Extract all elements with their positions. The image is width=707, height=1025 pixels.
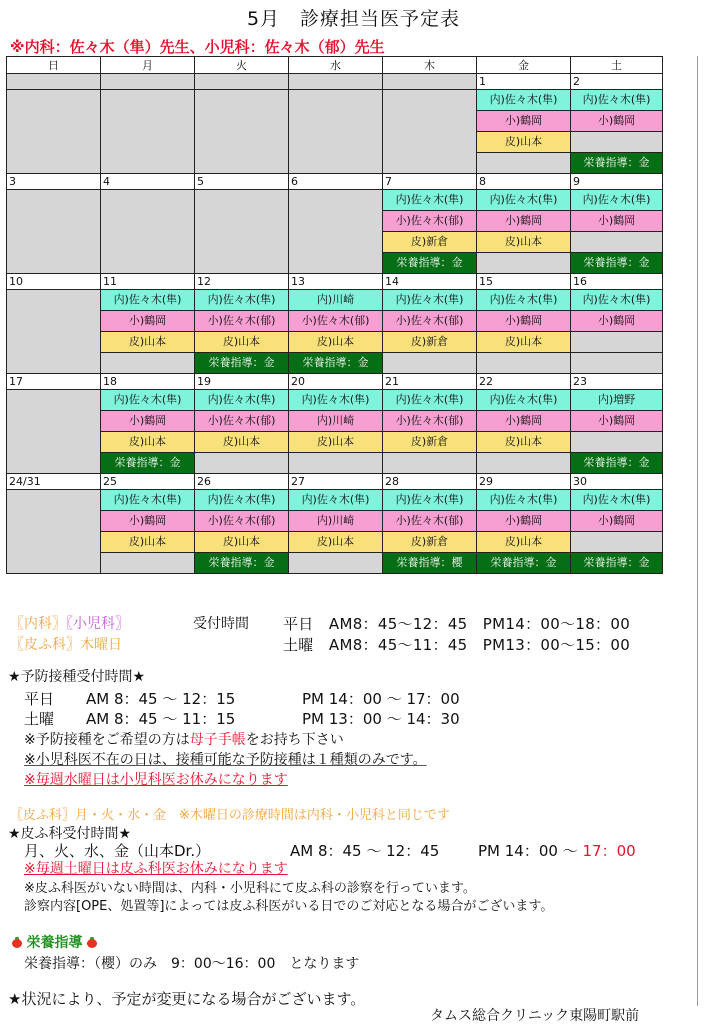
closed-day-cell (195, 90, 289, 174)
slot-hifu: 皮)山本 (477, 132, 571, 153)
vaccine-note-single: ※小児科医不在の日は、接種可能な予防接種は１種類のみです。 (24, 752, 427, 768)
nutrition-heading: 栄養指導 (26, 935, 83, 951)
slot-naika: 内)佐々木(隼) (477, 290, 571, 311)
slot-row (7, 90, 663, 111)
date-cell (383, 74, 477, 90)
derma-note-ope: 診察内容[OPE、処置等]によっては皮ふ科医がいる日でのご対応となる場合がございます。 (24, 899, 554, 914)
slot-row (7, 453, 663, 474)
slot-empty (195, 453, 289, 474)
slot-eiyo: 栄養指導：金 (571, 253, 663, 274)
date-cell: 13 (289, 274, 383, 290)
slot-naika: 内)川崎 (289, 290, 383, 311)
reception-tags-line (10, 613, 129, 633)
slot-naika: 内)佐々木(隼) (571, 290, 663, 311)
slot-naika: 内)佐々木(隼) (383, 190, 477, 211)
slot-hifu: 皮)山本 (195, 332, 289, 353)
slot-row (7, 390, 663, 411)
vaccine-note-wednesday: ※毎週水曜日は小児科医お休みになります (24, 772, 288, 788)
slot-naika: 内)佐々木(隼) (477, 390, 571, 411)
reception-weekday-hours: 平日 AM8：45～12：45 PM14：00～18：00 (283, 615, 631, 633)
vaccine-sat-am: AM 8：45 ～ 11：15 (86, 710, 236, 728)
date-cell: 7 (383, 174, 477, 190)
date-cell (289, 74, 383, 90)
slot-naika: 内)佐々木(隼) (383, 290, 477, 311)
slot-empty (571, 132, 663, 153)
schedule-calendar (6, 56, 663, 574)
vaccine-note1-red: 母子手帳 (189, 732, 246, 748)
slot-eiyo: 栄養指導：櫻 (383, 553, 477, 574)
date-cell: 12 (195, 274, 289, 290)
tag-naika: 〖内科〗 (10, 616, 66, 632)
slot-naika: 内)佐々木(隼) (571, 490, 663, 511)
slot-naika: 内)佐々木(隼) (195, 390, 289, 411)
slot-shoni: 小)鶴岡 (571, 111, 663, 132)
clinic-name: タムス総合クリニック東陽町駅前 (430, 1008, 640, 1024)
slot-empty (571, 232, 663, 253)
slot-eiyo: 栄養指導：金 (383, 253, 477, 274)
closed-day-cell (101, 90, 195, 174)
weekday-header-row (7, 57, 663, 74)
slot-eiyo: 栄養指導：金 (571, 453, 663, 474)
closed-day-cell (7, 490, 101, 574)
slot-empty (101, 553, 195, 574)
date-cell: 2 (571, 74, 663, 90)
slot-hifu: 皮)新倉 (383, 532, 477, 553)
derma-days: 月、火、水、金（山本Dr.） (24, 842, 211, 860)
date-cell: 27 (289, 474, 383, 490)
vaccine-weekday-label: 平日 (24, 690, 55, 708)
slot-empty (477, 253, 571, 274)
slot-naika: 内)佐々木(隼) (477, 490, 571, 511)
slot-shoni: 小)鶴岡 (101, 311, 195, 332)
date-cell: 23 (571, 374, 663, 390)
derma-note-saturday: ※毎週土曜日は皮ふ科医お休みになります (24, 861, 288, 877)
derma-am: AM 8：45 ～ 12：45 (290, 842, 440, 860)
date-cell: 14 (383, 274, 477, 290)
slot-shoni: 小)佐々木(郁) (289, 311, 383, 332)
vaccine-note1-post: をお持ち下さい (245, 732, 344, 748)
derma-tag-line: 〖皮ふ科〗月・火・水・金 ※木曜日の診療時間は内科・小児科と同じです (10, 808, 450, 823)
closed-day-cell (383, 90, 477, 174)
slot-eiyo: 栄養指導：金 (571, 153, 663, 174)
slot-hifu: 皮)山本 (289, 532, 383, 553)
date-cell: 10 (7, 274, 101, 290)
slot-hifu: 皮)山本 (477, 232, 571, 253)
date-row (7, 474, 663, 490)
slot-shoni: 小)鶴岡 (571, 311, 663, 332)
slot-eiyo: 栄養指導：金 (101, 453, 195, 474)
slot-hifu: 皮)山本 (101, 432, 195, 453)
slot-eiyo: 栄養指導：金 (289, 353, 383, 374)
slot-hifu: 皮)山本 (101, 332, 195, 353)
slot-naika: 内)佐々木(隼) (289, 390, 383, 411)
reception-label: 受付時間 (193, 616, 249, 632)
slot-naika: 内)佐々木(隼) (571, 90, 663, 111)
date-cell: 15 (477, 274, 571, 290)
slot-shoni: 小)佐々木(郁) (383, 411, 477, 432)
date-cell: 19 (195, 374, 289, 390)
slot-row (7, 290, 663, 311)
slot-empty (289, 453, 383, 474)
date-cell (195, 74, 289, 90)
date-cell: 8 (477, 174, 571, 190)
slot-hifu: 皮)山本 (477, 332, 571, 353)
slot-hifu: 皮)山本 (477, 532, 571, 553)
slot-row (7, 511, 663, 532)
slot-empty (571, 332, 663, 353)
slot-naika: 内)佐々木(隼) (571, 190, 663, 211)
slot-empty (571, 432, 663, 453)
page-title: 5月 診療担当医予定表 (246, 8, 461, 30)
slot-row (7, 532, 663, 553)
closed-day-cell (7, 190, 101, 274)
vaccine-weekday-pm: PM 14：00 ～ 17：00 (302, 690, 460, 708)
slot-hifu: 皮)山本 (477, 432, 571, 453)
closed-day-cell (101, 190, 195, 274)
nutrition-text: 栄養指導：（櫻）のみ 9：00～16：00 となります (24, 956, 360, 972)
slot-shoni: 小)鶴岡 (477, 311, 571, 332)
slot-empty (477, 153, 571, 174)
slot-eiyo: 栄養指導：金 (195, 553, 289, 574)
slot-shoni: 小)佐々木(郁) (383, 311, 477, 332)
slot-naika: 内)佐々木(隼) (383, 490, 477, 511)
nutrition-heading-line (12, 932, 97, 952)
slot-row (7, 490, 663, 511)
margin-line (697, 56, 698, 1006)
slot-row (7, 311, 663, 332)
date-cell: 28 (383, 474, 477, 490)
slot-empty (477, 453, 571, 474)
slot-row (7, 190, 663, 211)
slot-empty (383, 453, 477, 474)
slot-shoni: 小)鶴岡 (571, 511, 663, 532)
derma-heading: ★皮ふ科受付時間★ (8, 826, 132, 842)
date-cell: 17 (7, 374, 101, 390)
closed-day-cell (289, 190, 383, 274)
slot-shoni: 内)川崎 (289, 511, 383, 532)
slot-empty (571, 353, 663, 374)
vaccine-sat-pm: PM 13：00 ～ 14：30 (302, 710, 460, 728)
vaccine-sat-label: 土曜 (24, 710, 55, 728)
date-cell: 18 (101, 374, 195, 390)
date-cell: 26 (195, 474, 289, 490)
date-cell: 20 (289, 374, 383, 390)
slot-naika: 内)佐々木(隼) (383, 390, 477, 411)
date-row (7, 174, 663, 190)
closed-day-cell (195, 190, 289, 274)
slot-empty (289, 553, 383, 574)
weekday-header: 水 (289, 57, 383, 74)
date-cell: 1 (477, 74, 571, 90)
vaccine-weekday-am: AM 8：45 ～ 12：15 (86, 690, 236, 708)
closed-day-cell (7, 390, 101, 474)
date-cell: 9 (571, 174, 663, 190)
slot-row (7, 432, 663, 453)
closed-day-cell (289, 90, 383, 174)
date-cell: 22 (477, 374, 571, 390)
date-cell: 29 (477, 474, 571, 490)
slot-naika: 内)佐々木(隼) (477, 190, 571, 211)
weekday-header: 日 (7, 57, 101, 74)
reception-hifu-thursday: 〖皮ふ科〗木曜日 (10, 637, 122, 653)
slot-shoni: 小)佐々木(郁) (383, 211, 477, 232)
weekday-header: 木 (383, 57, 477, 74)
slot-hifu: 皮)山本 (289, 332, 383, 353)
slot-naika: 内)佐々木(隼) (101, 490, 195, 511)
slot-naika: 内)佐々木(隼) (101, 290, 195, 311)
slot-shoni: 小)鶴岡 (477, 411, 571, 432)
vaccine-heading: ★予防接種受付時間★ (8, 669, 146, 685)
derma-pm-end: 17：00 (582, 842, 636, 860)
slot-shoni: 小)佐々木(郁) (195, 311, 289, 332)
date-row (7, 74, 663, 90)
slot-hifu: 皮)山本 (289, 432, 383, 453)
closed-day-cell (7, 90, 101, 174)
vaccine-note-mother-book (24, 729, 344, 749)
weekday-header: 土 (571, 57, 663, 74)
slot-shoni: 小)鶴岡 (477, 211, 571, 232)
date-row (7, 274, 663, 290)
slot-hifu: 皮)山本 (195, 432, 289, 453)
date-cell (101, 74, 195, 90)
slot-shoni: 小)鶴岡 (571, 211, 663, 232)
derma-pm-pre: PM 14：00 ～ (478, 842, 578, 860)
weekday-header: 月 (101, 57, 195, 74)
slot-row (7, 353, 663, 374)
derma-note-substitute: ※皮ふ科医がいない時間は、内科・小児科にて皮ふ科の診察を行っています。 (24, 881, 476, 896)
slot-naika: 内)佐々木(隼) (195, 490, 289, 511)
slot-shoni: 小)佐々木(郁) (195, 411, 289, 432)
slot-shoni: 小)鶴岡 (101, 511, 195, 532)
derma-pm (478, 840, 636, 861)
slot-empty (571, 532, 663, 553)
slot-naika: 内)増野 (571, 390, 663, 411)
slot-empty (383, 353, 477, 374)
tomato-icon (12, 939, 22, 948)
date-cell: 11 (101, 274, 195, 290)
slot-shoni: 小)鶴岡 (571, 411, 663, 432)
date-cell: 30 (571, 474, 663, 490)
slot-naika: 内)佐々木(隼) (477, 90, 571, 111)
date-cell: 5 (195, 174, 289, 190)
date-cell (7, 74, 101, 90)
footer-notice: ★状況により、予定が変更になる場合がございます。 (8, 990, 366, 1008)
date-cell: 25 (101, 474, 195, 490)
date-cell: 16 (571, 274, 663, 290)
slot-row (7, 332, 663, 353)
slot-hifu: 皮)新倉 (383, 332, 477, 353)
slot-hifu: 皮)山本 (195, 532, 289, 553)
slot-eiyo: 栄養指導：金 (195, 353, 289, 374)
vaccine-note1-pre: ※予防接種をご希望の方は (24, 732, 190, 748)
slot-naika: 内)佐々木(隼) (289, 490, 383, 511)
date-cell: 4 (101, 174, 195, 190)
slot-hifu: 皮)新倉 (383, 432, 477, 453)
slot-shoni: 小)鶴岡 (477, 111, 571, 132)
reception-saturday-hours: 土曜 AM8：45～11：45 PM13：00～15：00 (283, 636, 631, 654)
slot-shoni: 内)川崎 (289, 411, 383, 432)
tomato-icon (87, 939, 97, 948)
slot-row (7, 411, 663, 432)
date-cell: 3 (7, 174, 101, 190)
slot-eiyo: 栄養指導：金 (477, 553, 571, 574)
doctors-note: ※内科：佐々木（隼）先生、小児科：佐々木（郁）先生 (10, 38, 385, 56)
slot-row (7, 553, 663, 574)
date-cell: 24/31 (7, 474, 101, 490)
slot-shoni: 小)佐々木(郁) (383, 511, 477, 532)
slot-naika: 内)佐々木(隼) (101, 390, 195, 411)
weekday-header: 金 (477, 57, 571, 74)
tag-shoni: 〖小児科〗 (66, 616, 129, 632)
slot-shoni: 小)鶴岡 (101, 411, 195, 432)
date-row (7, 374, 663, 390)
slot-shoni: 小)佐々木(郁) (195, 511, 289, 532)
slot-empty (101, 353, 195, 374)
slot-hifu: 皮)山本 (101, 532, 195, 553)
closed-day-cell (7, 290, 101, 374)
slot-eiyo: 栄養指導：金 (571, 553, 663, 574)
slot-hifu: 皮)新倉 (383, 232, 477, 253)
slot-shoni: 小)鶴岡 (477, 511, 571, 532)
date-cell: 21 (383, 374, 477, 390)
date-cell: 6 (289, 174, 383, 190)
slot-naika: 内)佐々木(隼) (195, 290, 289, 311)
slot-empty (477, 353, 571, 374)
weekday-header: 火 (195, 57, 289, 74)
